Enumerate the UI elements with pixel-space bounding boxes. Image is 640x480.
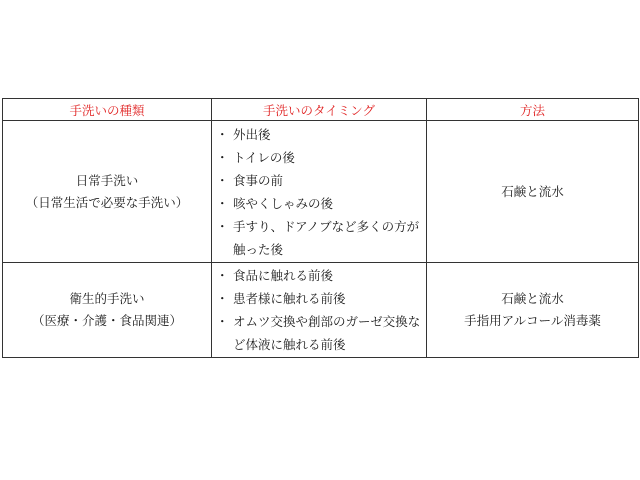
type-description: （日常生活で必要な手洗い） bbox=[25, 194, 189, 210]
timing-list bbox=[212, 263, 426, 357]
type-name: 衛生的手洗い bbox=[69, 291, 145, 306]
timing-list bbox=[212, 122, 426, 262]
method-text: 手指用アルコール消毒薬 bbox=[464, 313, 601, 328]
timing-cell-daily bbox=[212, 121, 427, 263]
method-text: 石鹸と流水 bbox=[501, 291, 564, 306]
type-cell-hygienic bbox=[3, 263, 212, 358]
timing-item: ・ トイレの後 bbox=[218, 146, 422, 169]
timing-item: ・ 手すり、ドアノブなど多くの方が触った後 bbox=[218, 215, 422, 261]
header-row bbox=[3, 99, 639, 121]
header-type: 手洗いの種類 bbox=[3, 99, 212, 121]
handwashing-table bbox=[2, 98, 639, 358]
header-timing: 手洗いのタイミング bbox=[212, 99, 427, 121]
method-cell-hygienic bbox=[427, 263, 639, 358]
timing-item: ・ 食事の前 bbox=[218, 169, 422, 192]
timing-item: ・ 食品に触れる前後 bbox=[218, 264, 422, 287]
table-row-hygienic-handwash bbox=[3, 263, 639, 358]
type-description: （医療・介護・食品関連） bbox=[31, 313, 182, 328]
header-method: 方法 bbox=[427, 99, 639, 121]
timing-item: ・ 患者様に触れる前後 bbox=[218, 287, 422, 310]
type-name: 日常手洗い bbox=[75, 172, 139, 188]
timing-cell-hygienic bbox=[212, 263, 427, 358]
type-cell-daily bbox=[3, 121, 212, 263]
table-row-daily-handwash bbox=[3, 121, 639, 263]
timing-item: ・ オムツ交換や創部のガーゼ交換など体液に触れる前後 bbox=[218, 310, 422, 356]
method-text: 石鹸と流水 bbox=[501, 183, 564, 199]
timing-item: ・ 咳やくしゃみの後 bbox=[218, 192, 422, 215]
method-cell-daily bbox=[427, 121, 639, 263]
timing-item: ・ 外出後 bbox=[218, 123, 422, 146]
